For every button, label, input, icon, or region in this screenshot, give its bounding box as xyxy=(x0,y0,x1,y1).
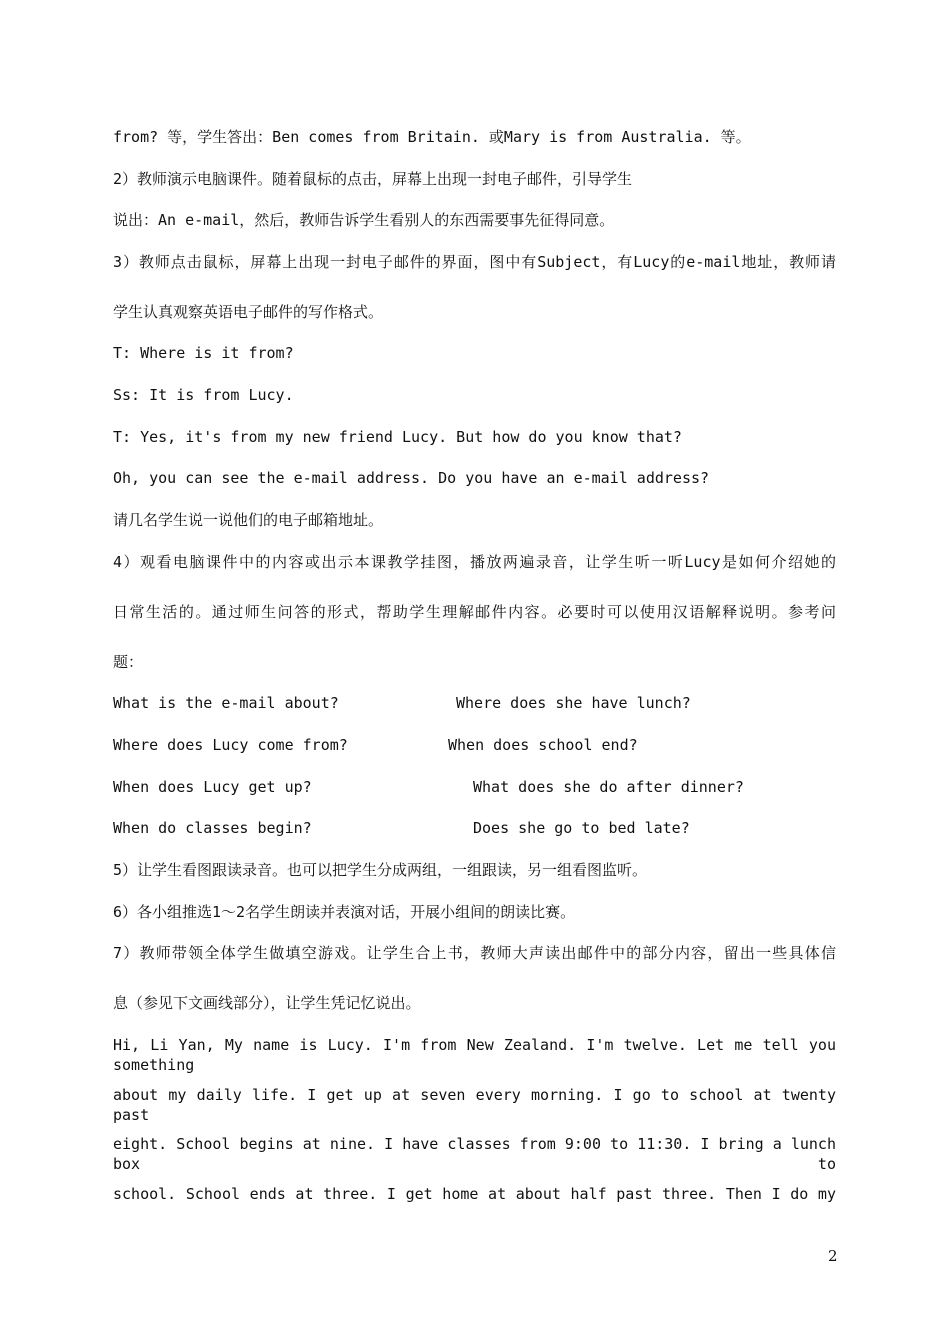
paragraph-line: 题： xyxy=(113,653,144,671)
question-left: Where does Lucy come from? xyxy=(113,736,348,754)
question-right: When does school end? xyxy=(448,736,638,754)
dialogue-line: Ss: It is from Lucy. xyxy=(113,386,294,404)
question-left: What is the e-mail about? xyxy=(113,694,339,712)
paragraph-line: 7）教师带领全体学生做填空游戏。让学生合上书，教师大声读出邮件中的部分内容，留出一些具体信 xyxy=(113,944,836,962)
email-text-line: eight. School begins at nine. I have classes from 9:00 to 11:30. I bring a lunch box to xyxy=(113,1135,836,1173)
dialogue-line: T: Where is it from? xyxy=(113,344,294,362)
question-left: When do classes begin? xyxy=(113,819,312,837)
question-right: Does she go to bed late? xyxy=(473,819,690,837)
paragraph-line: 3）教师点击鼠标，屏幕上出现一封电子邮件的界面，图中有Subject，有Lucy的e-mail地址，教师请 xyxy=(113,253,836,271)
paragraph-line: 日常生活的。通过师生问答的形式，帮助学生理解邮件内容。必要时可以使用汉语解释说明。参考问 xyxy=(113,603,836,621)
email-text-line: about my daily life. I get up at seven every morning. I go to school at twenty past xyxy=(113,1086,836,1124)
paragraph-line: 2）教师演示电脑课件。随着鼠标的点击，屏幕上出现一封电子邮件，引导学生 xyxy=(113,170,633,188)
paragraph-line: 请几名学生说一说他们的电子邮箱地址。 xyxy=(113,511,384,529)
question-right: Where does she have lunch? xyxy=(456,694,691,712)
paragraph-line: 5）让学生看图跟读录音。也可以把学生分成两组，一组跟读，另一组看图监听。 xyxy=(113,861,648,879)
paragraph-line: 学生认真观察英语电子邮件的写作格式。 xyxy=(113,303,384,321)
paragraph-line: 4）观看电脑课件中的内容或出示本课教学挂图，播放两遍录音，让学生听一听Lucy是如何介绍她的 xyxy=(113,553,836,571)
paragraph-line: 说出：An e-mail，然后，教师告诉学生看别人的东西需要事先征得同意。 xyxy=(113,211,615,229)
email-text-line: Hi, Li Yan, My name is Lucy. I'm from New Zealand. I'm twelve. Let me tell you something xyxy=(113,1036,836,1074)
dialogue-line: Oh, you can see the e-mail address. Do you have an e-mail address? xyxy=(113,469,710,487)
question-left: When does Lucy get up? xyxy=(113,778,312,796)
paragraph-line: 息（参见下文画线部分），让学生凭记忆说出。 xyxy=(113,994,421,1012)
question-right: What does she do after dinner? xyxy=(473,778,744,796)
paragraph-line: 6）各小组推选1～2名学生朗读并表演对话，开展小组间的朗读比赛。 xyxy=(113,903,576,921)
paragraph-line: from? 等，学生答出：Ben comes from Britain. 或Mary is from Australia. 等。 xyxy=(113,128,751,146)
dialogue-line: T: Yes, it's from my new friend Lucy. But how do you know that? xyxy=(113,428,682,446)
email-text-line: school. School ends at three. I get home at about half past three. Then I do my xyxy=(113,1185,836,1203)
page-number: 2 xyxy=(828,1247,838,1265)
